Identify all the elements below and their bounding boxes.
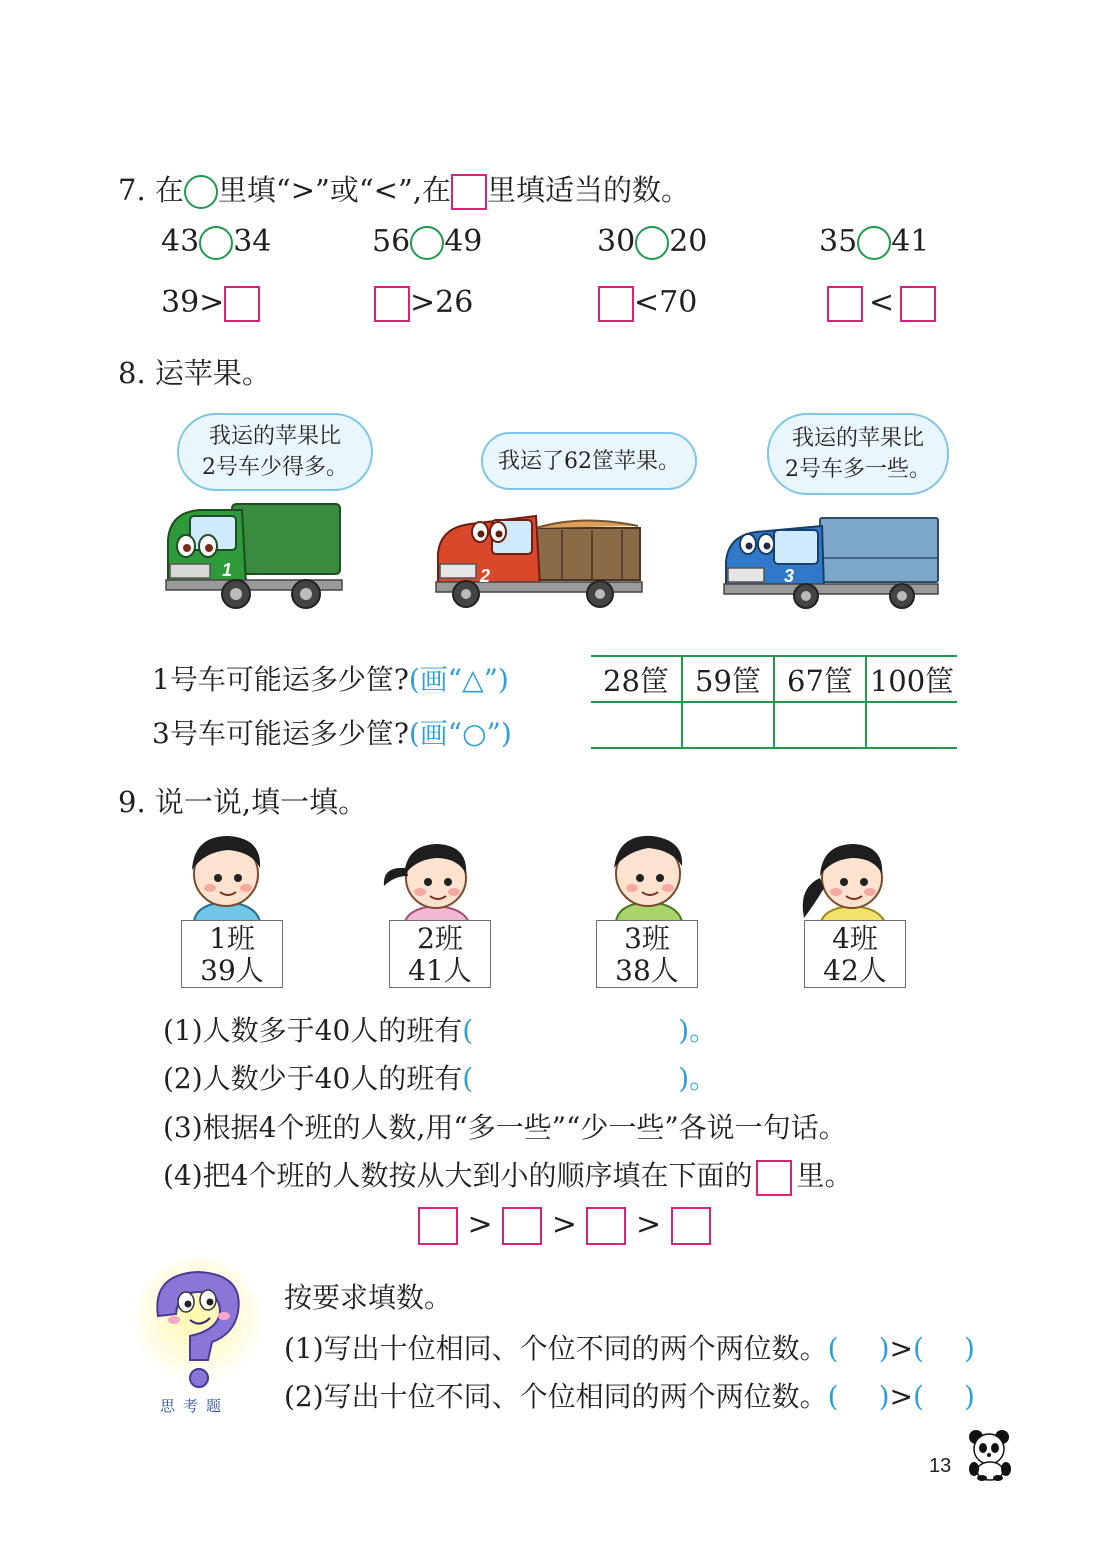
think-question-text: (2)写出十位不同、个位相同的两个两位数。	[284, 1380, 828, 1413]
sub-question-text: (2)人数少于40人的班有	[163, 1062, 463, 1095]
answer-close-paren: )	[963, 1332, 975, 1365]
compare-left: 35	[819, 224, 858, 259]
page-number: 13	[929, 1455, 952, 1477]
fill-3	[598, 283, 697, 323]
answer-close-paren: )。	[678, 1062, 718, 1095]
class-card-4	[804, 920, 906, 988]
answer-open-paren: (	[827, 1380, 839, 1413]
answer-close-paren: )	[963, 1380, 975, 1413]
compare-circle[interactable]	[635, 226, 669, 260]
answer-open-paren: (	[462, 1014, 474, 1047]
truck-question-2	[152, 714, 512, 754]
thinking-label: 思考题	[160, 1397, 230, 1415]
question-text: 3号车可能运多少筐?	[152, 717, 409, 750]
greater-sign: >	[889, 1380, 914, 1413]
bubble-line: 我运的苹果比	[791, 426, 924, 451]
table-header-cell: 67筐	[774, 656, 866, 702]
q9-sub-2	[163, 1059, 717, 1099]
sub-question-text: (1)人数多于40人的班有	[163, 1014, 463, 1047]
box-symbol	[451, 174, 487, 210]
answer-open-paren: (	[462, 1062, 474, 1095]
class-card-1	[181, 920, 283, 988]
answer-open-paren: (	[827, 1332, 839, 1365]
class-name: 2班	[417, 922, 463, 955]
bubble-line: 2号车多一些。	[785, 457, 931, 482]
q9-title: 9. 说一说,填一填。	[118, 785, 368, 819]
q7-text-1: 在	[154, 173, 184, 207]
answer-open-paren: (	[913, 1380, 924, 1413]
compare-right: 49	[444, 224, 483, 259]
class-name: 3班	[624, 922, 670, 955]
compare-right: 41	[891, 224, 930, 259]
answer-cell[interactable]	[774, 702, 866, 748]
q7-number: 7.	[118, 173, 146, 207]
truck-number: 1	[222, 560, 233, 580]
class-card-2	[389, 920, 491, 988]
order-box[interactable]	[671, 1207, 711, 1245]
truck-2-illustration	[432, 502, 644, 610]
q9-sub-3: (3)根据4个班的人数,用“多一些”“少一些”各说一句话。	[163, 1111, 847, 1144]
compare-circle[interactable]	[857, 226, 891, 260]
order-boxes	[418, 1205, 711, 1245]
order-box[interactable]	[586, 1207, 626, 1245]
compare-circle[interactable]	[199, 226, 233, 260]
q9-sub-1	[163, 1011, 717, 1051]
think-line-1	[284, 1329, 975, 1369]
question-hint: (画“△”)	[408, 663, 509, 696]
box-symbol	[756, 1160, 792, 1196]
truck-number: 3	[784, 566, 795, 586]
order-box[interactable]	[502, 1207, 542, 1245]
order-box[interactable]	[418, 1207, 458, 1245]
class-name: 4班	[832, 922, 878, 955]
fill-box[interactable]	[224, 286, 260, 322]
answer-close-paren: )	[878, 1332, 890, 1365]
truck-question-1	[152, 660, 509, 700]
fill-2	[374, 283, 473, 323]
table-header-cell: 59筐	[682, 656, 774, 702]
class-count: 41人	[408, 954, 472, 987]
compare-left: 56	[372, 224, 411, 259]
question-hint: (画“○”)	[408, 717, 512, 750]
compare-left: 30	[597, 224, 636, 259]
think-line-2	[284, 1377, 975, 1417]
compare-4	[819, 222, 929, 262]
compare-left: 43	[161, 224, 200, 259]
q8-title: 8. 运苹果。	[118, 356, 271, 390]
table-header-cell: 100筐	[866, 656, 957, 702]
question-mark-mascot-icon	[128, 1256, 268, 1396]
table-row	[591, 656, 957, 702]
answer-open-paren: (	[913, 1332, 924, 1365]
speech-bubble-1	[177, 413, 373, 491]
class-count: 42人	[823, 954, 887, 987]
compare-2	[372, 222, 482, 262]
panda-icon	[962, 1425, 1018, 1481]
table-header-cell: 28筐	[591, 656, 682, 702]
class-count: 39人	[200, 954, 264, 987]
fill-box[interactable]	[827, 286, 863, 322]
fill-1	[161, 283, 260, 323]
fill-box[interactable]	[374, 286, 410, 322]
class-name: 1班	[209, 922, 255, 955]
speech-bubble-3	[767, 413, 949, 495]
circle-symbol	[184, 175, 218, 209]
greater-sign: >	[467, 1207, 493, 1242]
girl-2-illustration	[378, 832, 488, 928]
answer-cell[interactable]	[682, 702, 774, 748]
sub-question-text: (4)把4个班的人数按从大到小的顺序填在下面的	[163, 1159, 753, 1192]
q7-text-2: 里填“>”或“<”,在	[217, 173, 452, 207]
basket-table	[591, 655, 957, 749]
compare-right: 20	[669, 224, 708, 259]
answer-close-paren: )	[878, 1380, 890, 1413]
boy-1-illustration	[176, 826, 276, 926]
sub-question-text: 里。	[796, 1159, 853, 1192]
fill-box[interactable]	[900, 286, 936, 322]
class-count: 38人	[615, 954, 679, 987]
think-question-text: (1)写出十位相同、个位不同的两个两位数。	[284, 1332, 828, 1365]
q9-sub-4	[163, 1156, 853, 1196]
fill-4	[827, 283, 936, 323]
girl-4-illustration	[794, 832, 904, 928]
truck-1-illustration	[160, 500, 345, 612]
greater-sign: >	[889, 1332, 914, 1365]
bubble-line: 我运的苹果比	[208, 424, 341, 449]
answer-cell[interactable]	[591, 702, 682, 748]
fill-left-text: 39>	[161, 285, 225, 320]
compare-circle[interactable]	[410, 226, 444, 260]
fill-right-text: <70	[634, 285, 698, 320]
greater-sign: >	[551, 1207, 577, 1242]
fill-box[interactable]	[598, 286, 634, 322]
compare-3	[597, 222, 707, 262]
q7-text-3: 里填适当的数。	[487, 173, 691, 207]
fill-mid-text: <	[869, 285, 895, 320]
compare-right: 34	[233, 224, 272, 259]
answer-close-paren: )。	[678, 1014, 718, 1047]
greater-sign: >	[636, 1207, 662, 1242]
question-text: 1号车可能运多少筐?	[152, 663, 409, 696]
bubble-line: 我运了62筐苹果。	[498, 449, 680, 474]
truck-3-illustration	[720, 512, 942, 610]
bubble-line: 2号车少得多。	[202, 455, 348, 480]
class-card-3	[596, 920, 698, 988]
answer-cell[interactable]	[866, 702, 957, 748]
q7-instruction	[118, 170, 690, 210]
table-row	[591, 702, 957, 748]
think-title: 按要求填数。	[284, 1281, 453, 1314]
boy-3-illustration	[598, 826, 698, 926]
truck-number: 2	[480, 566, 491, 586]
speech-bubble-2	[481, 432, 697, 490]
compare-1	[161, 222, 271, 262]
fill-right-text: >26	[410, 285, 474, 320]
